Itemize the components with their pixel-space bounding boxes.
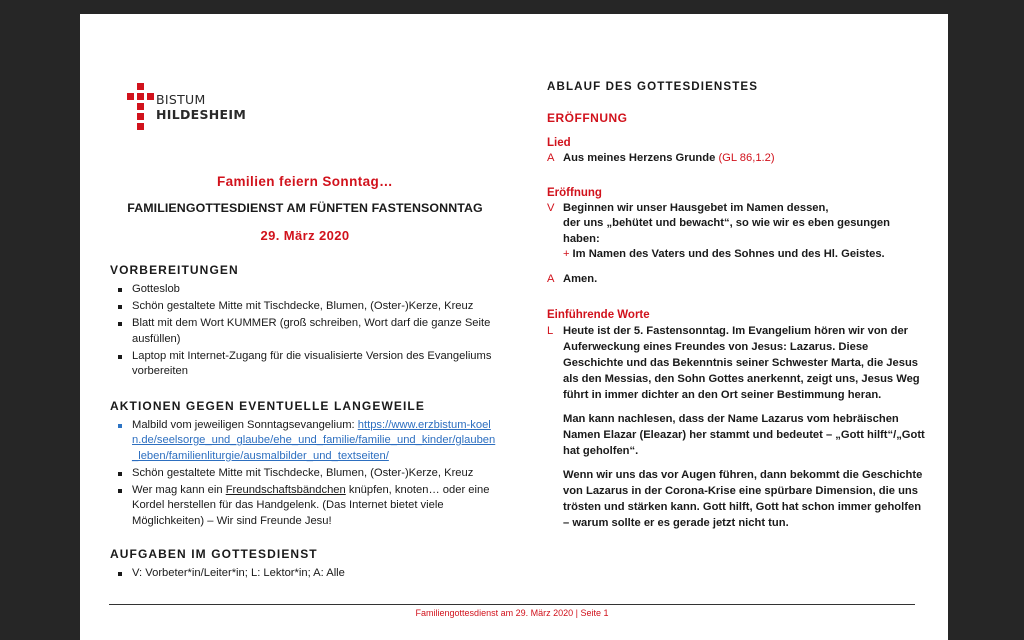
role-marker: L (547, 325, 554, 337)
list-item-text: Malbild vom jeweiligen Sonntagsevangelium: (132, 418, 358, 431)
list-item (132, 466, 500, 482)
bullet-icon (118, 288, 122, 292)
vorbereitungen-list (110, 282, 500, 380)
right-column (547, 80, 927, 531)
list-item (132, 282, 500, 298)
eroeffnung-text (547, 201, 927, 263)
lied-reference: (GL 86,1.2) (718, 152, 775, 164)
left-column (110, 174, 500, 583)
amen-text: Amen. (563, 272, 598, 285)
bullet-icon (118, 424, 122, 428)
list-item-text: Laptop mit Internet-Zugang für die visualisierte Version des Evangeliums vorbereiten (132, 349, 492, 377)
aktionen-list (110, 418, 500, 530)
freundschaftsbaendchen-link[interactable]: Freundschaftsbändchen (225, 483, 346, 496)
section-heading-vorbereitungen: VORBEREITUNGEN (110, 263, 239, 277)
bistum-logo (127, 83, 257, 139)
bullet-icon (118, 472, 122, 476)
lied-line (547, 151, 927, 167)
logo-line2: HILDESHEIM (156, 107, 247, 122)
footer-divider (109, 604, 915, 605)
list-item-text: Blatt mit dem Wort KUMMER (groß schreiben, Wort darf die ganze Seite ausfüllen) (132, 317, 491, 345)
list-item (132, 316, 500, 347)
list-item-text: Gotteslob (132, 283, 180, 295)
bullet-icon (118, 305, 122, 309)
bullet-icon (118, 572, 122, 576)
document-page (80, 14, 948, 640)
cross-logo-icon (127, 83, 157, 135)
list-item (132, 483, 500, 530)
cross-sign-marker: + (563, 248, 570, 260)
paragraph-text: Heute ist der 5. Fastensonntag. Im Evangelium hören wir von der Auferweckung eines Freundes von Jesus: Lazarus. Diese Geschichte und das Bekenntnis seiner Schwester Marta, die Jesus als den Messias, den Sohn Gottes anerkennt, zeigt uns, Jesus Weg führt in immer dichter an den Ort seiner Bestimmung heran. (563, 325, 920, 401)
bullet-icon (118, 355, 122, 359)
einfuehrende-worte-label: Einführende Worte (547, 309, 650, 321)
list-item (132, 349, 500, 380)
role-marker: V (547, 201, 555, 214)
list-item (132, 299, 500, 315)
eroeffnung-line2: der uns „behütet und bewacht“, so wie wir es eben gesungen haben: (563, 217, 890, 245)
tagline: Familien feiern Sonntag… (216, 174, 394, 189)
page-footer: Familiengottesdienst am 29. März 2020 | Seite 1 (415, 608, 609, 618)
eroeffnung-section-heading: ERÖFFNUNG (547, 111, 628, 125)
section-heading-aktionen: AKTIONEN GEGEN EVENTUELLE LANGEWEILE (110, 398, 425, 413)
list-item-text: Wer mag kann ein (132, 483, 226, 496)
role-marker: A (547, 272, 555, 285)
einfuehrende-para3: Wenn wir uns das vor Augen führen, dann bekommt die Geschichte von Lazarus in der Corona-Krise eine spürbare Dimension, die uns trösten und stärken kann. Gott hilft, Gott hat schon immer geholfen – warum sollte er es gerade jetzt nicht tun. (563, 469, 923, 529)
list-item (132, 566, 500, 582)
eroeffnung-line3: Im Namen des Vaters und des Sohnes und des Hl. Geistes. (572, 248, 885, 260)
einfuehrende-para2: Man kann nachlesen, dass der Name Lazarus vom hebräischen Namen Elazar (Eleazar) her stammt und bedeutet – „Gott hilft“/„Gott hat geholfen“. (563, 413, 925, 457)
document-title: FAMILIENGOTTESDIENST AM FÜNFTEN FASTENSONNTAG (127, 201, 483, 215)
bullet-icon (118, 489, 122, 493)
section-heading-aufgaben: AUFGABEN IM GOTTESDIENST (110, 547, 318, 561)
logo-line1: BISTUM (156, 92, 206, 107)
list-item-text: Schön gestaltete Mitte mit Tischdecke, Blumen, (Oster-)Kerze, Kreuz (132, 466, 474, 479)
role-marker: A (547, 152, 555, 164)
amen-line (547, 272, 927, 288)
list-item-text: knüpfen, knoten… oder eine Kordel herstellen für das Handgelenk. (Das Internet bietet viele Möglichkeiten) – Wir sind Freunde Jesu! (132, 483, 490, 527)
aufgaben-list (110, 566, 500, 582)
bullet-icon (118, 322, 122, 326)
lied-title: Aus meines Herzens Grunde (563, 152, 716, 164)
ablauf-heading: ABLAUF DES GOTTESDIENSTES (547, 80, 759, 93)
eroeffnung-line1: Beginnen wir unser Hausgebet im Namen dessen, (563, 201, 829, 214)
lied-label: Lied (547, 137, 571, 149)
logo-wordmark (156, 92, 246, 122)
list-item (132, 418, 500, 465)
malbild-link[interactable]: https://www.erzbistum-koeln.de/seelsorge_und_glaube/ehe_und_familie/familie_und_kinder/glauben_leben/familienliturgie/ausmalbilder_und_textseiten/ (132, 418, 496, 462)
einfuehrende-para1 (547, 323, 927, 403)
list-item-text: V: Vorbeter*in/Leiter*in; L: Lektor*in; A: Alle (132, 567, 345, 579)
eroeffnung-label: Eröffnung (547, 186, 602, 199)
list-item-text: Schön gestaltete Mitte mit Tischdecke, Blumen, (Oster-)Kerze, Kreuz (132, 300, 474, 312)
document-date: 29. März 2020 (260, 228, 350, 243)
